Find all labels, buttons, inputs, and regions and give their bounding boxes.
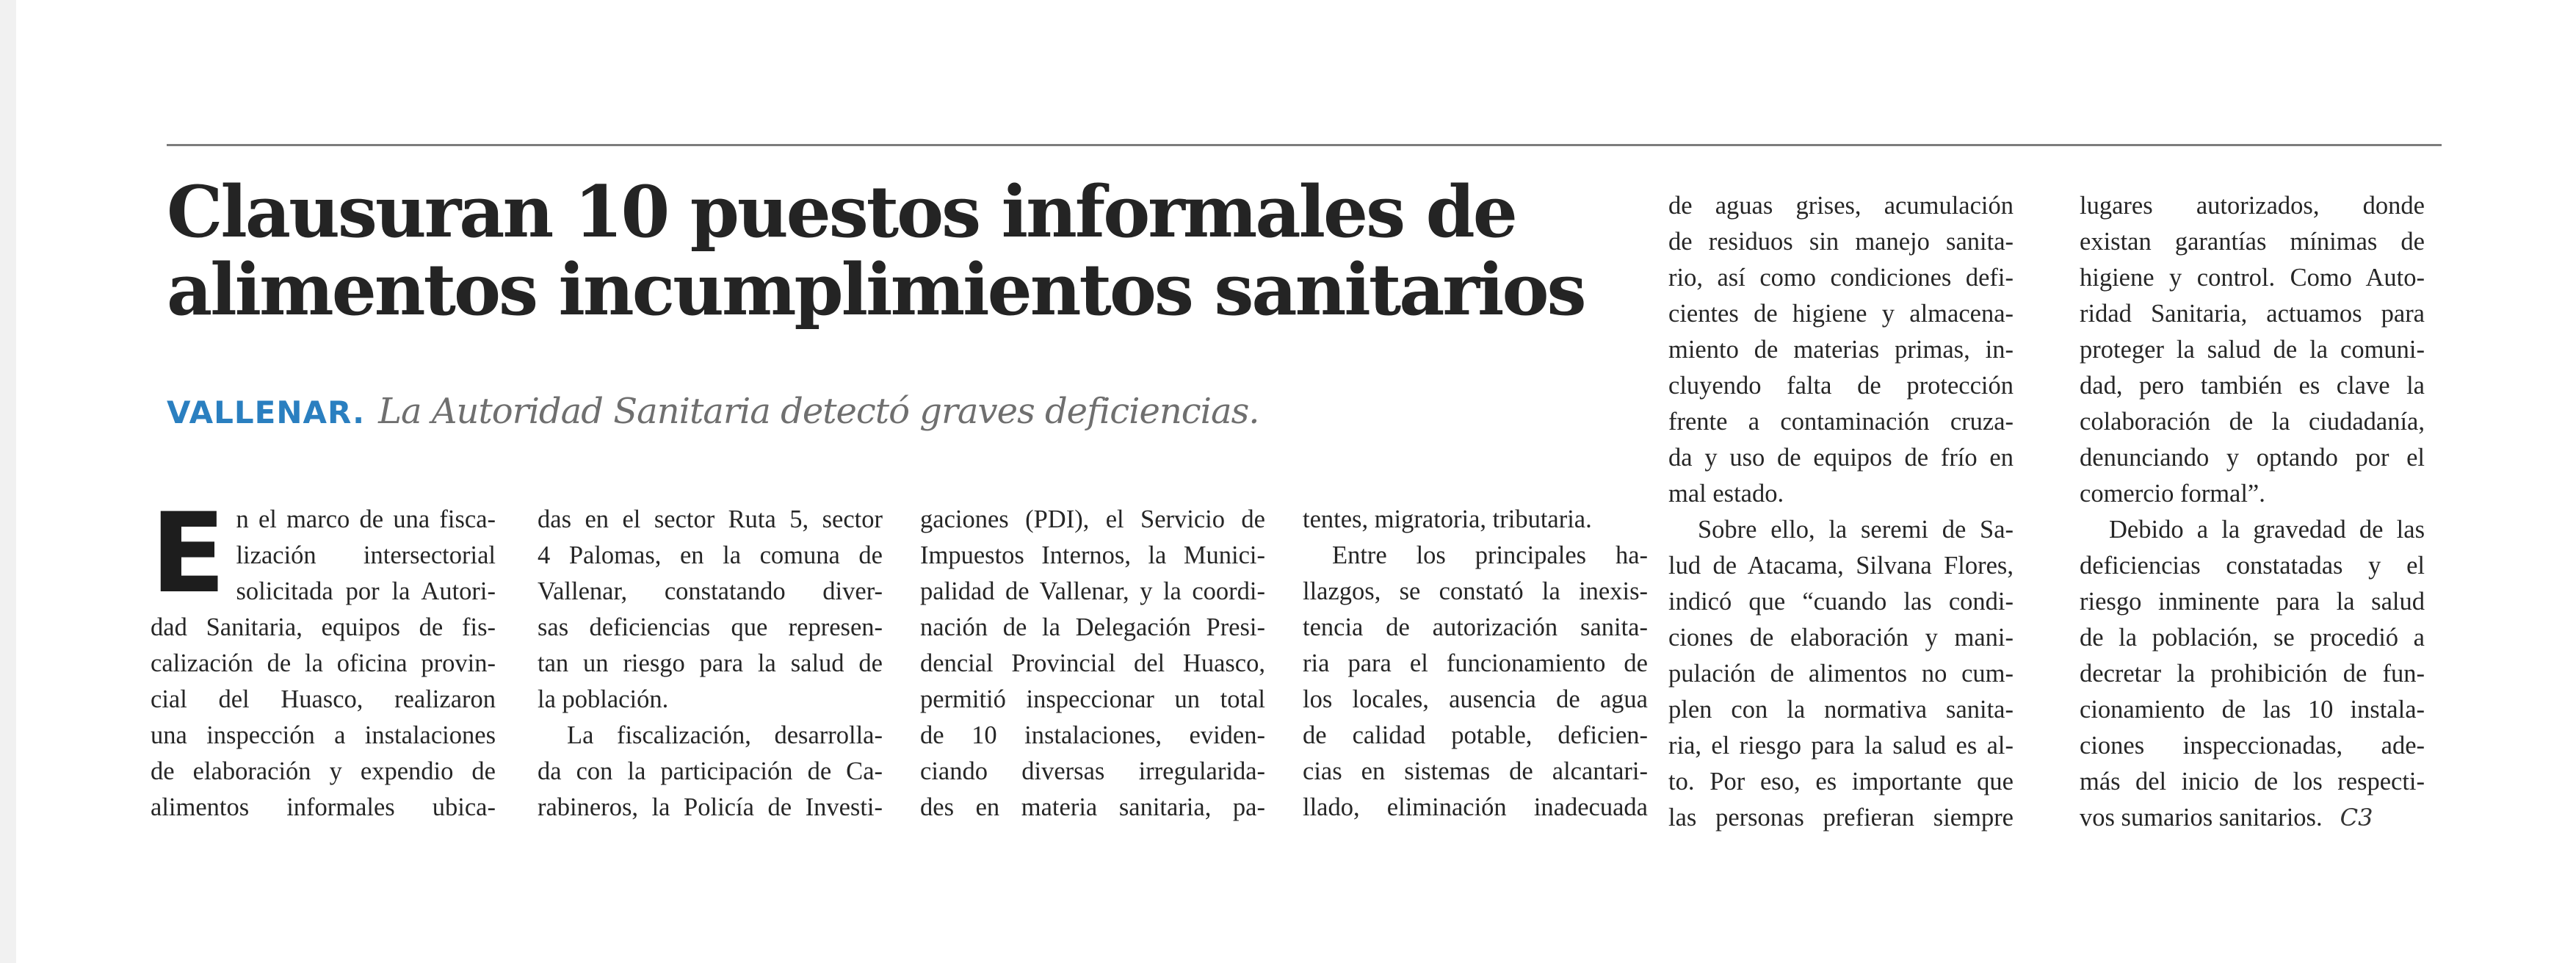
col6-line-2: existan garantías mínimas de [2080, 228, 2425, 256]
col3-line-8: ciando diversas irregularida- [920, 757, 1265, 785]
col4-line-7: de calidad potable, deficien- [1303, 721, 1648, 749]
col5-line-4: cientes de higiene y almacena- [1668, 300, 2014, 328]
col5-line-10: Sobre ello, la seremi de Sa- [1698, 516, 2014, 544]
col2-line-9: rabineros, la Policía de Investi- [538, 793, 883, 821]
col5-line-15: plen con la normativa sanita- [1668, 696, 2014, 724]
body-column-6 [2080, 188, 2425, 836]
body-column-1 [151, 490, 496, 826]
col6-line-13: de la población, se procedió a [2080, 624, 2425, 652]
body-column-3 [920, 502, 1265, 826]
col4-line-6: los locales, ausencia de agua [1303, 685, 1648, 713]
col3-line-4: nación de la Delegación Presi- [920, 613, 1265, 641]
body-column-5 [1668, 188, 2014, 836]
col3-line-3: palidad de Vallenar, y la coordi- [920, 577, 1265, 605]
col5-line-18: las personas prefieran siempre [1668, 804, 2014, 832]
col5-line-12: indicó que “cuando las condi- [1668, 588, 2014, 616]
col2-line-4: sas deficiencias que represen- [538, 613, 883, 641]
col6-line-11: deficiencias constatadas y el [2080, 552, 2425, 580]
col4-line-2: Entre los principales ha- [1332, 541, 1648, 569]
col6-line-15: cionamiento de las 10 instala- [2080, 696, 2425, 724]
headline [167, 170, 1650, 331]
deck: La Autoridad Sanitaria detectó graves deficiencias. [378, 391, 1259, 432]
col4-line-3: llazgos, se constató la inexis- [1303, 577, 1648, 605]
col2-line-2: 4 Palomas, en la comuna de [538, 541, 883, 569]
col3-line-1: gaciones (PDI), el Servicio de [920, 505, 1265, 533]
col6-line-18 [2080, 800, 2425, 836]
col6-line-4: ridad Sanitaria, actuamos para [2080, 300, 2425, 328]
col5-line-1: de aguas grises, acumulación [1668, 192, 2014, 220]
col2-line-3: Vallenar, constatando diver- [538, 577, 883, 605]
col6-line-7: colaboración de la ciudadanía, [2080, 408, 2425, 436]
col5-line-11: lud de Atacama, Silvana Flores, [1668, 552, 2014, 580]
col1-line-7: una inspección a instalaciones [151, 721, 496, 749]
col6-line-14: decretar la prohibición de fun- [2080, 660, 2425, 688]
col4-line-5: ria para el funcionamiento de [1303, 649, 1648, 677]
col4-line-8: cias en sistemas de alcantari- [1303, 757, 1648, 785]
col1-line-8: de elaboración y expendio de [151, 757, 496, 785]
col5-line-8: da y uso de equipos de frío en [1668, 444, 2014, 472]
col5-line-13: ciones de elaboración y mani- [1668, 624, 2014, 652]
headline-line-2: alimentos incumplimientos sanitarios [167, 248, 1585, 331]
col3-line-5: dencial Provincial del Huasco, [920, 649, 1265, 677]
col6-line-9: comercio formal”. [2080, 480, 2265, 508]
col1-line-5: calización de la oficina provin- [151, 649, 496, 677]
top-rule [167, 144, 2442, 146]
col2-line-1: das en el sector Ruta 5, sector [538, 505, 883, 533]
col3-line-7: de 10 instalaciones, eviden- [920, 721, 1265, 749]
col5-line-3: rio, así como condiciones defi- [1668, 264, 2014, 292]
col3-line-6: permitió inspeccionar un total [920, 685, 1265, 713]
body-column-4 [1303, 502, 1648, 826]
col2-line-8: da con la participación de Ca- [538, 757, 883, 785]
col1-line-3: solicitada por la Autori- [236, 577, 496, 605]
col6-line-12: riesgo inminente para la salud [2080, 588, 2425, 616]
col5-line-7: frente a contaminación cruza- [1668, 408, 2014, 436]
col2-line-5: tan un riesgo para la salud de [538, 649, 883, 677]
col6-line-8: denunciando y optando por el [2080, 444, 2425, 472]
col6-line-10: Debido a la gravedad de las [2109, 516, 2425, 544]
col2-line-6: la población. [538, 685, 669, 713]
col1-line-1: n el marco de una fisca- [236, 505, 496, 533]
col6-line-3: higiene y control. Como Auto- [2080, 264, 2425, 292]
col4-line-4: tencia de autorización sanita- [1303, 613, 1648, 641]
col5-line-16: ria, el riesgo para la salud es al- [1668, 732, 2014, 760]
col6-line-5: proteger la salud de la comuni- [2080, 336, 2425, 364]
newspaper-page [16, 0, 2576, 963]
col6-line-16: ciones inspeccionadas, ade- [2080, 732, 2425, 760]
col6-line-17: más del inicio de los respecti- [2080, 768, 2425, 796]
col6-line-6: dad, pero también es clave la [2080, 372, 2425, 400]
col3-line-2: Impuestos Internos, la Munici- [920, 541, 1265, 569]
col5-line-14: pulación de alimentos no cum- [1668, 660, 2014, 688]
col5-line-17: to. Por eso, es importante que [1668, 768, 2014, 796]
col6-last-line-text: vos sumarios sanitarios. [2080, 804, 2323, 832]
body-column-2 [538, 502, 883, 826]
col6-line-1: lugares autorizados, donde [2080, 192, 2425, 220]
col1-line-9: alimentos informales ubica- [151, 793, 496, 821]
col5-line-6: cluyendo falta de protección [1668, 372, 2014, 400]
col4-line-9: llado, eliminación inadecuada [1303, 793, 1648, 821]
col1-line-6: cial del Huasco, realizaron [151, 685, 496, 713]
col4-line-1: tentes, migratoria, tributaria. [1303, 505, 1592, 533]
end-mark-icon: C3 [2340, 804, 2373, 832]
col1-line-4: dad Sanitaria, equipos de fis- [151, 613, 496, 641]
location-kicker: VALLENAR. [167, 394, 366, 430]
col5-line-2: de residuos sin manejo sanita- [1668, 228, 2014, 256]
drop-cap: E [151, 490, 226, 618]
col1-line-2: lización intersectorial [236, 541, 496, 569]
headline-line-1: Clausuran 10 puestos informales de [167, 170, 1516, 253]
lead [167, 391, 1259, 432]
col5-line-5: miento de materias primas, in- [1668, 336, 2014, 364]
col2-line-7: La fiscalización, desarrolla- [567, 721, 883, 749]
col5-line-9: mal estado. [1668, 480, 1784, 508]
col3-line-9: des en materia sanitaria, pa- [920, 793, 1265, 821]
